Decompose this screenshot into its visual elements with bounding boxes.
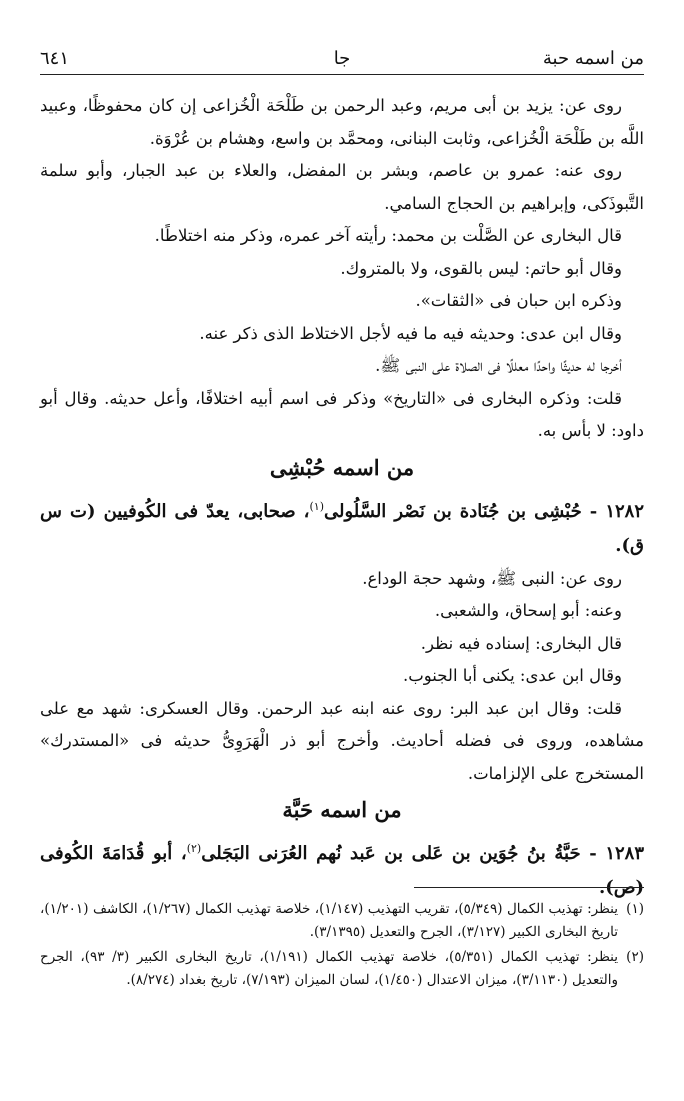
footnote-1-text: ينظر: تهذيب الكمال (٥/٣٤٩)، تقريب التهذيب (١/١٤٧)، خلاصة تهذيب الكمال (١/٢٦٧)، الكاشف (١/٢٠١)، تاريخ البخارى الكبير (٣/١٢٧)، الجرح والتعديل (٣/١٣٩٥). [40, 901, 618, 940]
paragraph-1282-narrators: وعنه: أبو إسحاق، والشعبى. [434, 601, 622, 620]
entry-1282 [40, 490, 644, 563]
paragraph-1282-bukhari: قال البخارى: إسناده فيه نظر. [420, 633, 622, 653]
paragraph-1282-narrated-from: روى عن: النبى ﷺ، وشهد حجة الوداع. [362, 568, 622, 588]
footnote-ref-2: (٢) [186, 842, 202, 855]
entry-1282-tail: ، صحابى، يعدّ فى الكُوفيين (ت س ق). [40, 500, 644, 556]
paragraph-narrated-from: روى عن: يزيد بن أبى مريم، وعبد الرحمن بن طَلْحَة الْخُزاعى إن كان محفوظًا، وعبيد اللَّه بن طَلْحَة الْخُزاعى، وثابت البنانى، ومحمَّد بن واسع، وهشام بن عُرْوَة. [40, 96, 644, 148]
footnote-2-text: ينظر: تهذيب الكمال (٥/٣٥١)، خلاصة تهذيب الكمال (١/١٩١)، تاريخ البخارى الكبير (٣/ ٩٣)، الجرح والتعديل (٣/١١٣٠)، ميزان الاعتدال (١/٤٥٠)، لسان الميزان (٧/١٩٣)، تاريخ بغداد (٨/٢٧٤). [40, 949, 618, 988]
entry-1283-tail: ، أبو قُدَامَةَ الكُوفى (ص). [40, 843, 644, 898]
page-header [40, 40, 644, 75]
paragraph-narrated-by: روى عنه: عمرو بن عاصم، وبشر بن المفضل، والعلاء بن عبد الجبار، وأبو سلمة التَّبوذَكى، وإبراهيم بن الحجاج السامي. [40, 161, 644, 213]
paragraph-1282-qultu: قلت: وقال ابن عبد البر: روى عنه ابنه عبد الرحمن. وقال العسكرى: شهد مع على مشاهده، وروى فى فضله أحاديث. وأخرج أبو ذر الْهَرَوِىُّ حديثه فى «المستدرك» المستخرج على الإلزامات. [40, 698, 644, 783]
paragraph-ibn-adi: وقال ابن عدى: وحديثه فيه ما فيه لأجل الاختلاط الذى ذكر عنه. [199, 323, 622, 343]
paragraph-ibn-hibban: وذكره ابن حبان فى «الثقات». [415, 291, 622, 310]
footnote-1 [40, 898, 644, 944]
paragraph-abu-hatim: وقال أبو حاتم: ليس بالقوى، ولا بالمتروك. [340, 258, 622, 278]
footnote-1-number: (١) [626, 901, 644, 917]
entry-1283-name: ١٢٨٣ - حَبَّةُ بنُ جُوَين بن عَلى بن عَبد نُهم العُرَنى البَجَلى [201, 843, 644, 864]
entry-1283 [40, 832, 644, 905]
header-page-number: ٦٤١ [40, 48, 70, 69]
header-section-title: من اسمه حبة [542, 48, 644, 69]
footnote-ref-1: (١) [309, 499, 325, 513]
section-heading-habba: من اسمه حَبَّة [282, 797, 402, 822]
section-heading-hubshi: من اسمه حُبْشِى [269, 454, 415, 480]
entry-1282-name: ١٢٨٢ - حُبْشِى بن جُنَادة بن نَصْر السَّلُولى [324, 500, 644, 522]
footnote-2-number: (٢) [626, 949, 644, 965]
main-text [40, 90, 644, 905]
header-volume: جا [333, 48, 351, 69]
paragraph-bukhari: قال البخارى عن الصَّلْت بن محمد: رأيته آخر عمره، وذكر منه اختلاطًا. [154, 226, 622, 245]
paragraph-qultu: قلت: وذكره البخارى فى «التاريخ» وذكر فى اسم أبيه اختلافًا، وأعل حديثه. وقال أبو داود: لا بأس به. [40, 388, 644, 440]
footnote-2 [40, 946, 644, 992]
footnotes [40, 898, 644, 994]
paragraph-1282-ibn-adi: وقال ابن عدى: يكنى أبا الجنوب. [403, 666, 622, 685]
paragraph-akhraja: أخرجا له حديثًا واحدًا معللًا فى الصلاة على النبى ﷺ. [375, 356, 622, 375]
footnote-divider [414, 887, 644, 888]
